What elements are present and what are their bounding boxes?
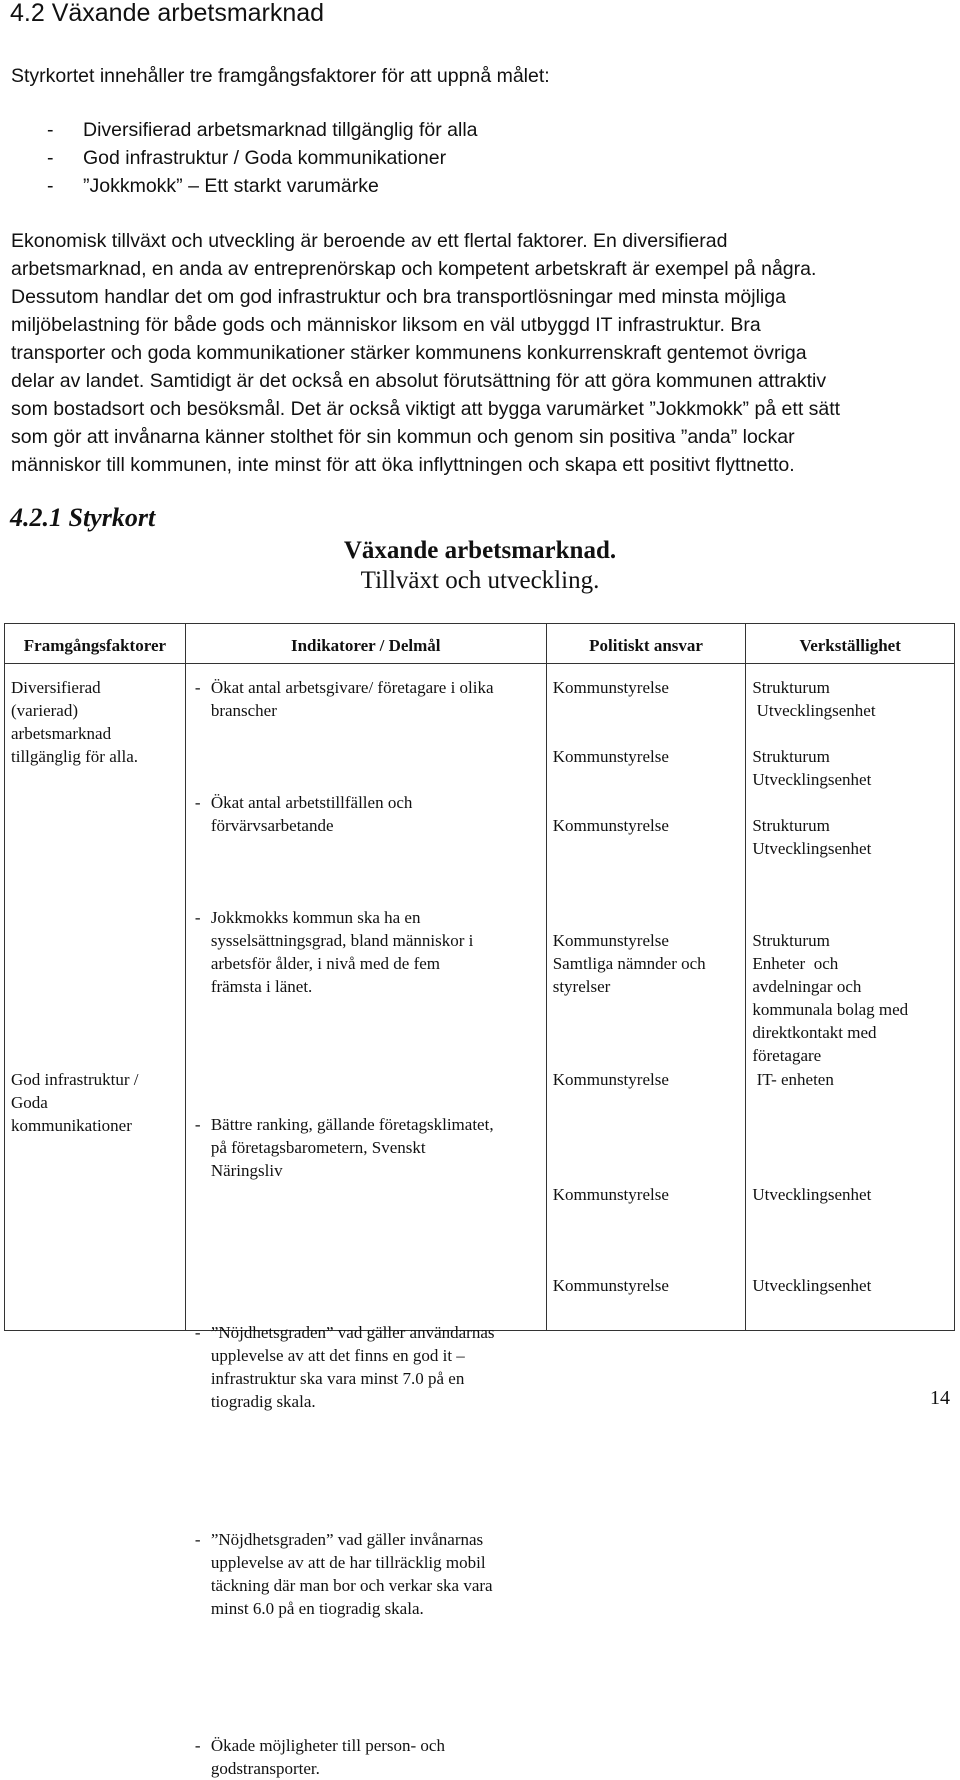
- cell-line: upplevelse av att de har tillräcklig mobil: [210, 1553, 486, 1572]
- table-row: [5, 664, 955, 1331]
- execution-item: [752, 1183, 871, 1206]
- column-header: Verkställighet: [746, 624, 955, 664]
- column-header: Framgångsfaktorer: [5, 624, 186, 664]
- responsible-cell: [546, 664, 746, 1331]
- cell-line: Bättre ranking, gällande företagsklimatet,: [210, 1115, 494, 1134]
- execution-item: [752, 929, 908, 1067]
- indicator-item: - Ökat antal arbetsgivare/ företagare i olika branscher: [192, 676, 540, 722]
- execution-item: [752, 1274, 871, 1297]
- paragraph-line: arbetsmarknad, en anda av entreprenörskap och kompetent arbetskraft är exempel på några.: [11, 258, 817, 280]
- cell-line: Ökade möjligheter till person- och: [210, 1736, 445, 1755]
- cell-line: Kommunstyrelse: [552, 816, 669, 835]
- indicator-item: - Jokkmokks kommun ska ha en sysselsättningsgrad, bland människor i arbetsför ålder, i nivå med de fem främsta i länet.: [192, 906, 540, 998]
- list-item-text: God infrastruktur / Goda kommunikationer: [83, 147, 447, 169]
- execution-item: [752, 745, 871, 791]
- cell-line: Kommunstyrelse: [552, 678, 669, 697]
- cell-line: arbetsför ålder, i nivå med de fem: [210, 954, 441, 973]
- column-header: Indikatorer / Delmål: [185, 624, 546, 664]
- cell-line: minst 6.0 på en tiogradig skala.: [210, 1599, 424, 1618]
- section-heading: 4.2 Växande arbetsmarknad: [10, 0, 325, 27]
- responsible-item: [553, 1068, 669, 1091]
- cell-line: Kommunstyrelse: [552, 747, 669, 766]
- cell-line: Kommunstyrelse: [552, 931, 669, 950]
- page-number: 14: [930, 1387, 950, 1409]
- list-item-text: ”Jokkmokk” – Ett starkt varumärke: [83, 175, 379, 197]
- indicator-item: - Bättre ranking, gällande företagsklimatet, på företagsbarometern, Svenskt Näringsliv: [192, 1113, 540, 1182]
- cell-line: företagare: [752, 1046, 822, 1065]
- cell-line: Jokkmokks kommun ska ha en: [210, 908, 421, 927]
- column-header: Politiskt ansvar: [546, 624, 746, 664]
- responsible-item: [553, 1183, 669, 1206]
- cell-line: tillgänglig för alla.: [11, 747, 138, 766]
- paragraph-line: delar av landet. Samtidigt är det också en absolut förutsättning för att göra kommunen attraktiv: [11, 370, 827, 392]
- success-factor-list: [11, 116, 478, 200]
- indicator-item: - ”Nöjdhetsgraden” vad gäller invånarnas upplevelse av att de har tillräcklig mobil täckning där man bor och verkar ska vara minst 6.0 på en tiogradig skala.: [192, 1528, 540, 1620]
- cell-line: på företagsbarometern, Svenskt: [210, 1138, 426, 1157]
- scorecard-subtitle: Tillväxt och utveckling.: [360, 567, 600, 594]
- cell-line: täckning där man bor och verkar ska vara: [210, 1576, 493, 1595]
- cell-line: sysselsättningsgrad, bland människor i: [210, 931, 474, 950]
- cell-line: Utvecklingsenhet: [752, 770, 872, 789]
- cell-line: Utvecklingsenhet: [752, 839, 872, 858]
- list-item: - God infrastruktur / Goda kommunikationer: [47, 147, 447, 169]
- cell-line: Strukturum: [752, 816, 830, 835]
- cell-line: ”Nöjdhetsgraden” vad gäller användarnas: [210, 1323, 495, 1342]
- indicator-item: - Ökat antal arbetstillfällen och förvärvsarbetande: [192, 791, 540, 837]
- cell-line: Enheter och: [752, 954, 839, 973]
- responsible-item: [553, 814, 669, 837]
- execution-item: [752, 814, 871, 860]
- paragraph-line: miljöbelastning för både gods och människor liksom en väl utbyggd IT infrastruktur. Bra: [11, 314, 761, 336]
- cell-line: avdelningar och: [752, 977, 862, 996]
- cell-line: arbetsmarknad: [11, 724, 112, 743]
- factor-block: [11, 1068, 138, 1137]
- cell-line: Strukturum: [752, 678, 830, 697]
- cell-line: (varierad): [11, 701, 79, 720]
- table-header-row: [5, 624, 955, 664]
- cell-line: Kommunstyrelse: [552, 1070, 669, 1089]
- execution-item: [752, 676, 875, 722]
- cell-line: Diversifierad: [11, 678, 101, 697]
- intro-text: Styrkortet innehåller tre framgångsfaktorer för att uppnå målet:: [11, 65, 550, 87]
- cell-line: Kommunstyrelse: [552, 1276, 669, 1295]
- cell-line: kommunikationer: [11, 1116, 132, 1135]
- responsible-item: [553, 929, 706, 998]
- cell-line: upplevelse av att det finns en god it –: [210, 1346, 465, 1365]
- list-item: - ”Jokkmokk” – Ett starkt varumärke: [47, 175, 379, 197]
- cell-line: främsta i länet.: [210, 977, 313, 996]
- factors-cell: [5, 664, 186, 1331]
- paragraph-line: människor till kommunen, inte minst för att öka inflyttningen och skapa ett positivt flyttnetto.: [11, 454, 795, 476]
- cell-line: tiogradig skala.: [210, 1392, 316, 1411]
- paragraph-line: som bostadsort och besöksmål. Det är också viktigt att bygga varumärket ”Jokkmokk” på ett sätt: [11, 398, 841, 420]
- list-item-text: Diversifierad arbetsmarknad tillgänglig för alla: [83, 119, 478, 141]
- responsible-item: [553, 745, 669, 768]
- execution-cell: [746, 664, 955, 1331]
- cell-line: infrastruktur ska vara minst 7.0 på en: [210, 1369, 465, 1388]
- cell-line: Ökat antal arbetsgivare/ företagare i olika: [210, 678, 494, 697]
- paragraph-line: Ekonomisk tillväxt och utveckling är beroende av ett flertal faktorer. En diversifierad: [11, 230, 728, 252]
- paragraph-line: transporter och goda kommunikationer stärker kommunens konkurrenskraft gentemot övriga: [11, 342, 807, 364]
- indicators-cell: [185, 664, 546, 1778]
- list-item: - Diversifierad arbetsmarknad tillgänglig för alla: [47, 119, 478, 141]
- paragraph-line: Dessutom handlar det om god infrastruktur och bra transportlösningar med minsta möjliga: [11, 286, 786, 308]
- factor-block: [11, 676, 138, 768]
- cell-line: kommunala bolag med: [752, 1000, 909, 1019]
- responsible-item: [553, 676, 669, 699]
- cell-line: Goda: [11, 1093, 48, 1112]
- cell-line: Utvecklingsenhet: [752, 701, 876, 720]
- cell-line: God infrastruktur /: [11, 1070, 139, 1089]
- cell-line: styrelser: [552, 977, 611, 996]
- body-paragraph: [11, 227, 949, 479]
- cell-line: Näringsliv: [210, 1161, 283, 1180]
- indicator-item: - ”Nöjdhetsgraden” vad gäller användarnas upplevelse av att det finns en god it – infrastruktur ska vara minst 7.0 på en tiogradig skala.: [192, 1321, 540, 1413]
- cell-line: förvärvsarbetande: [210, 816, 334, 835]
- cell-line: direktkontakt med: [752, 1023, 877, 1042]
- execution-item: [752, 1068, 834, 1091]
- cell-line: branscher: [210, 701, 277, 720]
- paragraph-line: som gör att invånarna känner stolthet för sin kommun och genom sin positiva ”anda” lockar: [11, 426, 795, 448]
- cell-line: IT- enheten: [752, 1070, 834, 1089]
- cell-line: godstransporter.: [210, 1759, 320, 1778]
- cell-line: Utvecklingsenhet: [752, 1276, 872, 1295]
- responsible-item: [553, 1274, 669, 1297]
- cell-line: Strukturum: [752, 747, 830, 766]
- cell-line: Strukturum: [752, 931, 830, 950]
- cell-line: Ökat antal arbetstillfällen och: [210, 793, 413, 812]
- scorecard-title: Växande arbetsmarknad.: [343, 537, 617, 564]
- indicator-item: - Ökade möjligheter till person- och godstransporter.: [192, 1734, 540, 1780]
- cell-line: Kommunstyrelse: [552, 1185, 669, 1204]
- cell-line: Samtliga nämnder och: [552, 954, 706, 973]
- cell-line: ”Nöjdhetsgraden” vad gäller invånarnas: [210, 1530, 484, 1549]
- cell-line: Utvecklingsenhet: [752, 1185, 872, 1204]
- subsection-heading: 4.2.1 Styrkort: [10, 503, 156, 532]
